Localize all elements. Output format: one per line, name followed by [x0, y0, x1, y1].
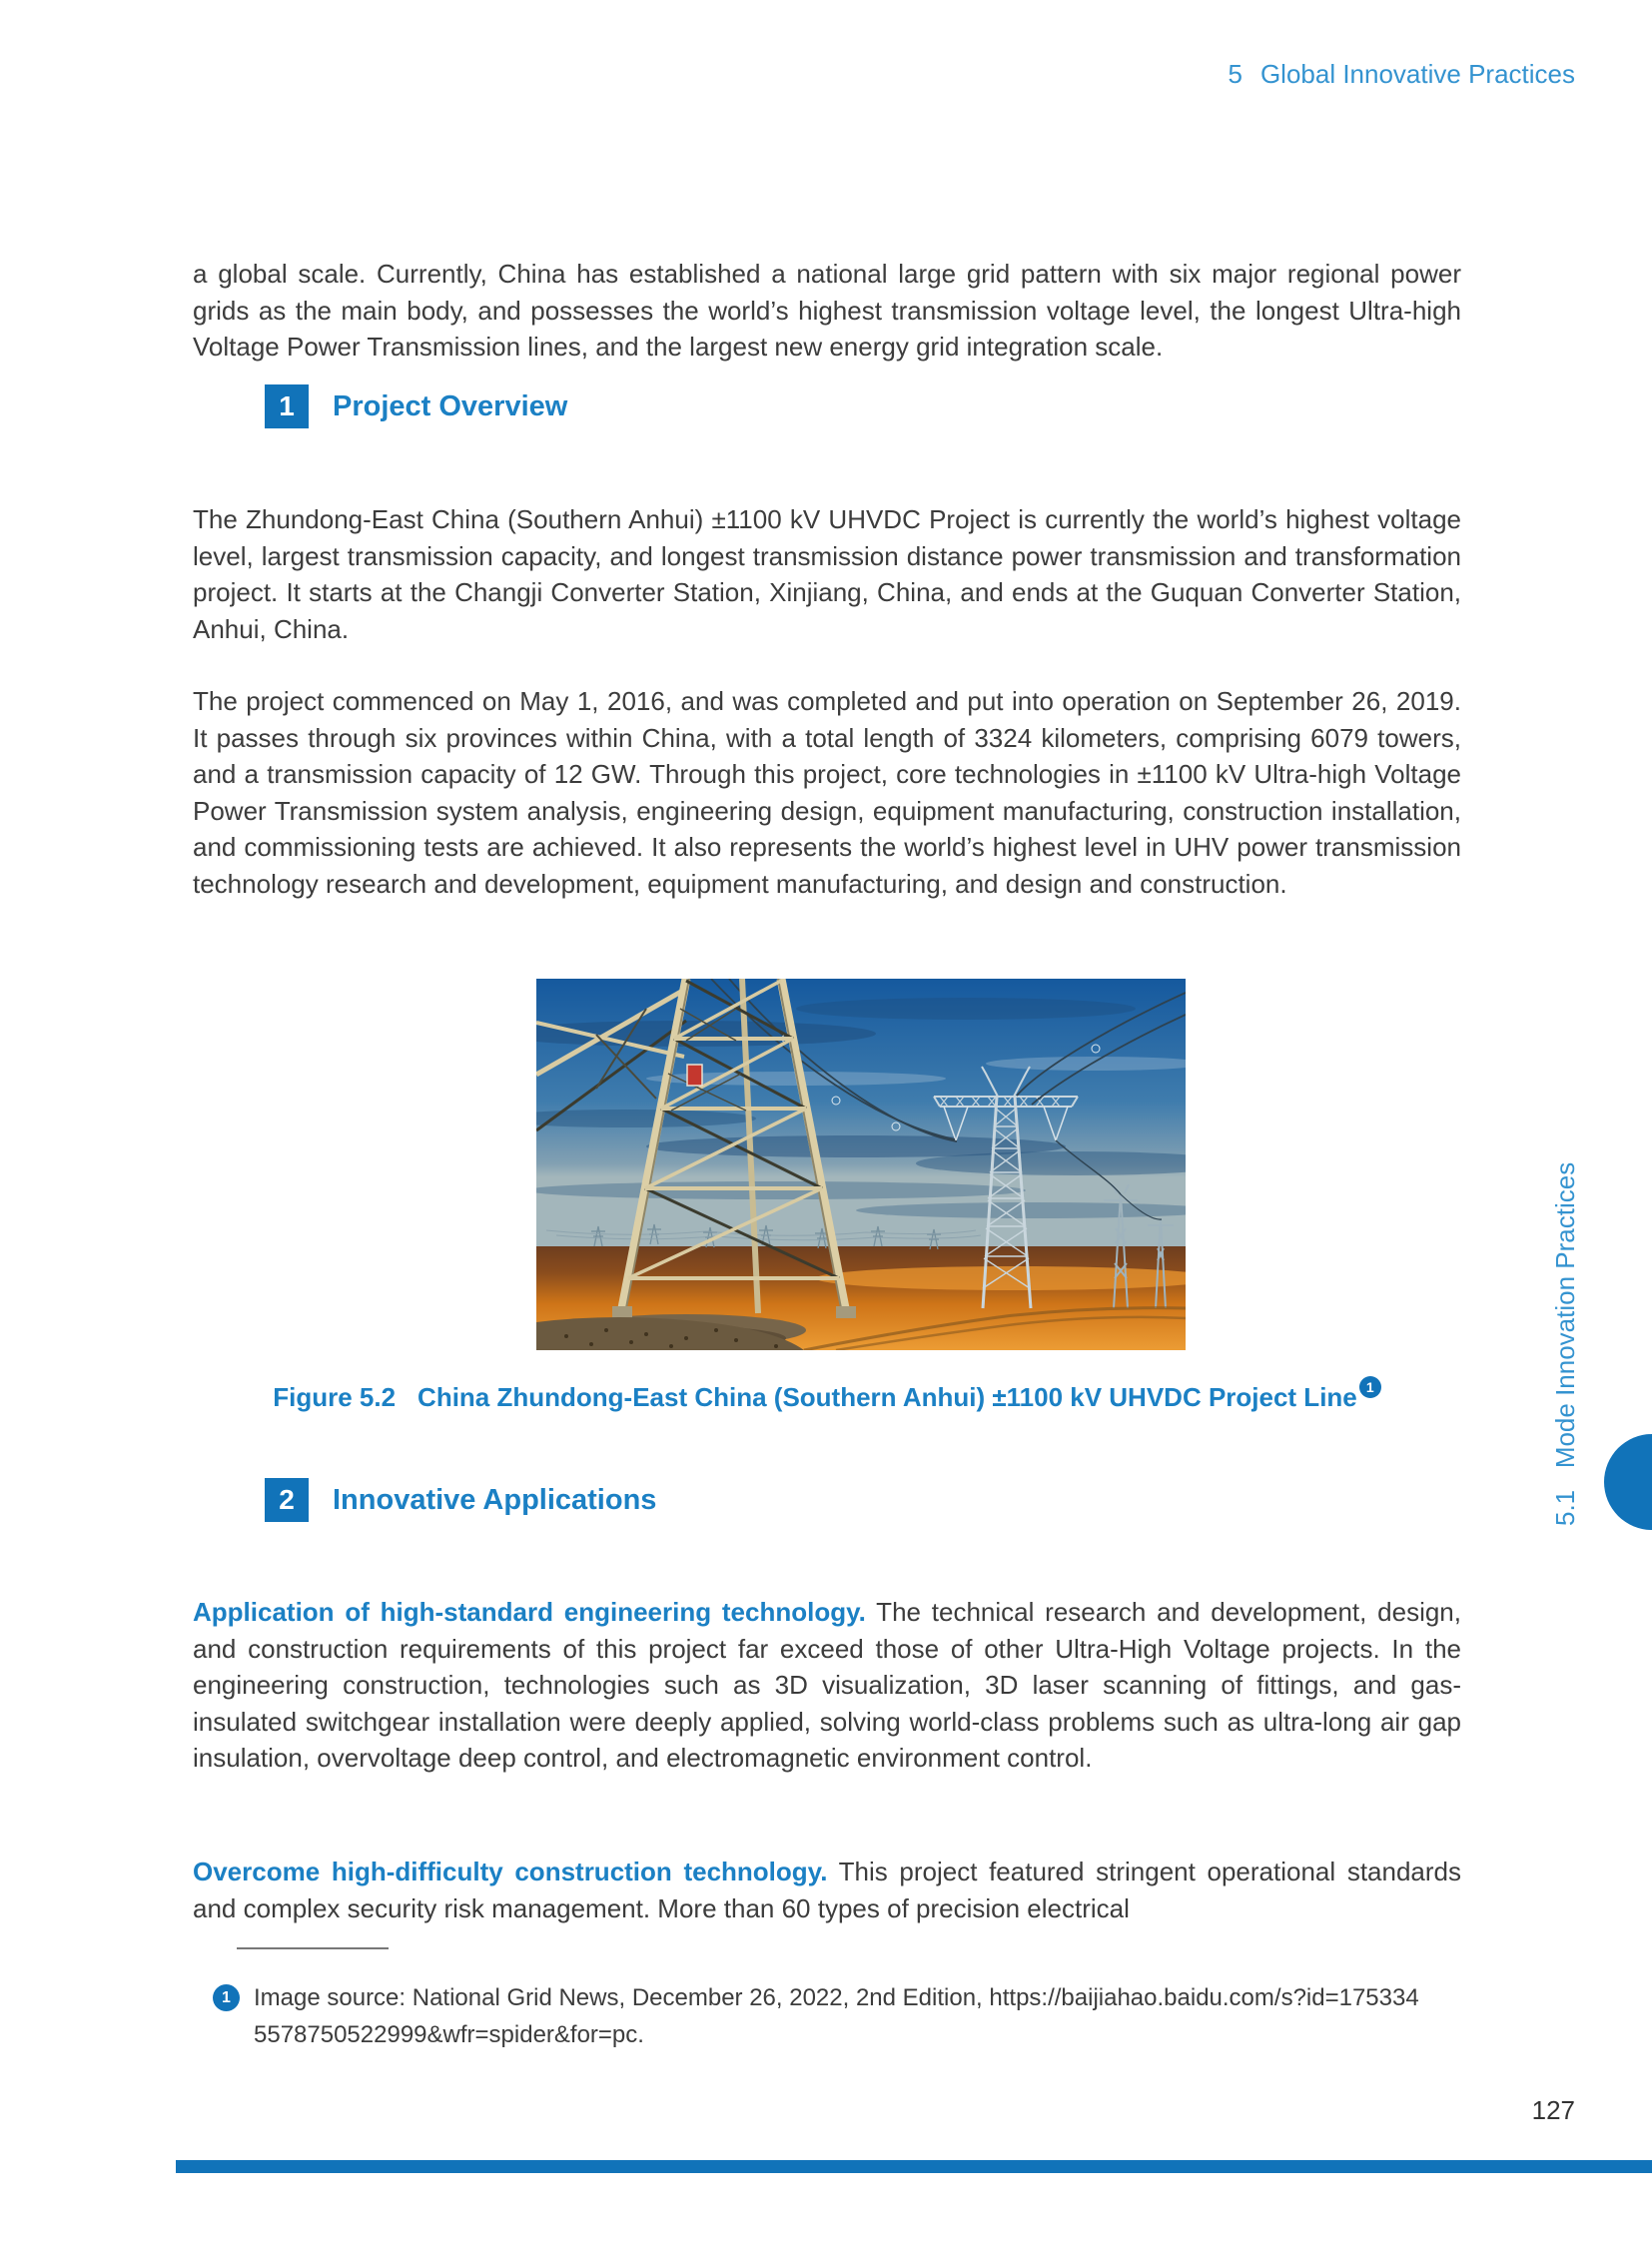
section-number-badge: 1 [265, 384, 309, 428]
section-side-label: 5.1 Mode Innovation Practices [1550, 1161, 1580, 1526]
figure-caption-text: China Zhundong-East China (Southern Anhui) ±1100 kV UHVDC Project Line [417, 1382, 1357, 1412]
section-2-heading [265, 1478, 656, 1522]
paragraph-body: This project featured stringent operational standards and complex security risk management. More than 60 types of precision electrical [193, 1857, 1461, 1923]
section-1-heading [265, 384, 567, 428]
figure-photo [536, 979, 1186, 1350]
footnote-divider [237, 1947, 389, 1949]
section-1-paragraph-2: The project commenced on May 1, 2016, and was completed and put into operation on September 26, 2019. It passes through six provinces within China, with a total length of 3324 kilometers, comprising 6079 towers, and a transmission capacity of 12 GW. Through this project, core technologies in ±1100 kV Ultra-high Voltage Power Transmission system analysis, engineering design, equipment manufacturing, construction installation, and commissioning tests are achieved. It also represents the world’s highest level in UHV power transmission technology research and development, equipment manufacturing, and design and construction. [193, 686, 1461, 899]
section-thumb-tab [1604, 1434, 1652, 1530]
page-number: 127 [1531, 2095, 1575, 2125]
section-1-paragraph-1: The Zhundong-East China (Southern Anhui) ±1100 kV UHVDC Project is currently the world’s highest voltage level, largest transmission capacity, and longest transmission distance power transmission and transformation project. It starts at the Changji Converter Station, Xinjiang, China, and ends at the Guquan Converter Station, Anhui, China. [193, 504, 1461, 644]
footnote-line-2: 5578750522999&wfr=spider&for=pc. [254, 2021, 644, 2048]
paragraph-body: The technical research and development, design, and construction requirements of this project far exceed those of other Ultra-High Voltage projects. In the engineering construction, technologies such as 3D visualization, 3D laser scanning of fittings, and gas-insulated switchgear installation were deeply applied, solving world-class problems such as ultra-long air gap insulation, overvoltage deep control, and electromagnetic environment control. [193, 1597, 1461, 1773]
section-2-paragraph-1 [193, 1594, 1461, 1777]
running-header [1228, 58, 1575, 90]
paragraph-lead-in: Overcome high-difficulty construction technology. [193, 1857, 828, 1886]
footer-bar [176, 2160, 1652, 2173]
section-number-badge: 2 [265, 1478, 309, 1522]
footnote-line-1: Image source: National Grid News, December 26, 2022, 2nd Edition, https://baijiahao.baidu.com/s?id=175334 [254, 1984, 1419, 2011]
figure-label: Figure 5.2 [273, 1382, 397, 1412]
transmission-towers-photo [536, 979, 1186, 1350]
section-title: Project Overview [333, 389, 568, 422]
chapter-number: 5 [1228, 59, 1242, 89]
intro-paragraph: a global scale. Currently, China has established a national large grid pattern with six major regional power grids as the main body, and possesses the world’s highest transmission voltage level, the longest Ultra-high Voltage Power Transmission lines, and the largest new energy grid integration scale. [193, 259, 1461, 362]
paragraph-lead-in: Application of high-standard engineering technology. [193, 1597, 866, 1627]
figure-caption [193, 1376, 1461, 1413]
section-title: Innovative Applications [333, 1483, 657, 1516]
footnote-reference-badge: 1 [1359, 1376, 1381, 1398]
section-2-paragraph-2 [193, 1854, 1461, 1926]
chapter-title: Global Innovative Practices [1259, 59, 1575, 89]
footnote-marker-badge: 1 [213, 1984, 240, 2011]
footnote [213, 1979, 1419, 2053]
footnote-text [254, 1979, 1419, 2053]
